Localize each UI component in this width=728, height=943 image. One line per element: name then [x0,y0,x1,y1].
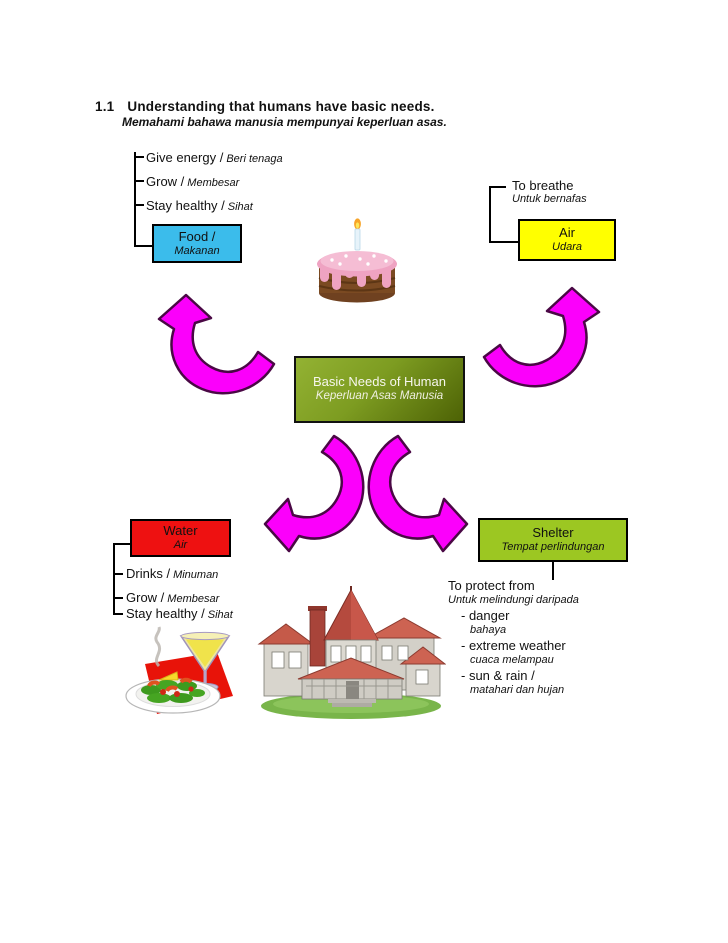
cake-icon [302,216,412,308]
connector-line [134,180,144,182]
meal-icon [115,622,240,722]
heading-number: 1.1 [95,99,115,114]
house-icon [256,586,446,721]
connector-line [552,562,554,580]
air-node-title: Air [559,225,575,241]
food-node-subtitle: Makanan [174,244,220,257]
page-heading [95,99,435,114]
shelter-purpose-malay: Untuk melindungi daripada [448,594,579,606]
shelter-node [478,518,628,562]
shelter-node-title: Shelter [532,525,574,541]
curved-arrow-to-water [262,432,372,562]
page-heading-malay: Memahami bahawa manusia mempunyai keperluan asas. [122,115,447,129]
food-node [152,224,242,263]
food-reason-grow: Grow / Membesar [146,174,240,189]
water-node-title: Water [163,523,198,539]
food-reason-give-energy: Give energy / Beri tenaga [146,150,283,165]
shelter-item-danger: - danger [461,608,510,623]
water-reason-grow: Grow / Membesar [126,590,220,605]
air-purpose: To breathe [512,178,574,193]
victorian-house-illustration [256,586,446,721]
curved-arrow-to-food [148,292,278,402]
shelter-purpose: To protect from [448,578,535,593]
meal-with-drink-illustration [115,622,240,722]
connector-line [134,204,144,206]
air-node-subtitle: Udara [552,241,582,254]
connector-line [113,543,115,614]
connector-line [134,156,144,158]
shelter-item-weather-malay: cuaca melampau [470,654,554,666]
air-purpose-malay: Untuk bernafas [512,193,587,205]
connector-line [134,152,136,246]
heading-title: Understanding that humans have basic needs. [127,99,435,114]
water-node-subtitle: Air [173,539,188,552]
water-reason-drinks: Drinks / Minuman [126,566,219,581]
shelter-node-subtitle: Tempat perlindungan [501,541,605,554]
connector-line [489,186,491,242]
center-node-subtitle: Keperluan Asas Manusia [315,390,444,403]
curved-arrow-to-air [480,285,610,395]
food-node-title: Food / [178,228,216,244]
food-reason-stay-healthy: Stay healthy / Sihat [146,198,253,213]
connector-line [113,543,130,545]
air-node [518,219,616,261]
connector-line [113,613,123,615]
shelter-item-weather: - extreme weather [461,638,566,653]
birthday-cake-illustration [302,216,412,310]
shelter-item-sun-rain-malay: matahari dan hujan [470,684,565,696]
center-node-basic-needs [294,356,465,423]
water-reason-stay-healthy: Stay healthy / Sihat [126,606,233,621]
connector-line [134,245,153,247]
center-node-title: Basic Needs of Human [313,374,446,390]
curved-arrow-to-shelter [360,432,470,562]
shelter-item-sun-rain: - sun & rain / [461,668,535,683]
shelter-item-danger-malay: bahaya [470,624,507,636]
water-node [130,519,231,557]
connector-line [489,186,506,188]
connector-line [489,241,518,243]
connector-line [113,597,123,599]
connector-line [113,573,123,575]
